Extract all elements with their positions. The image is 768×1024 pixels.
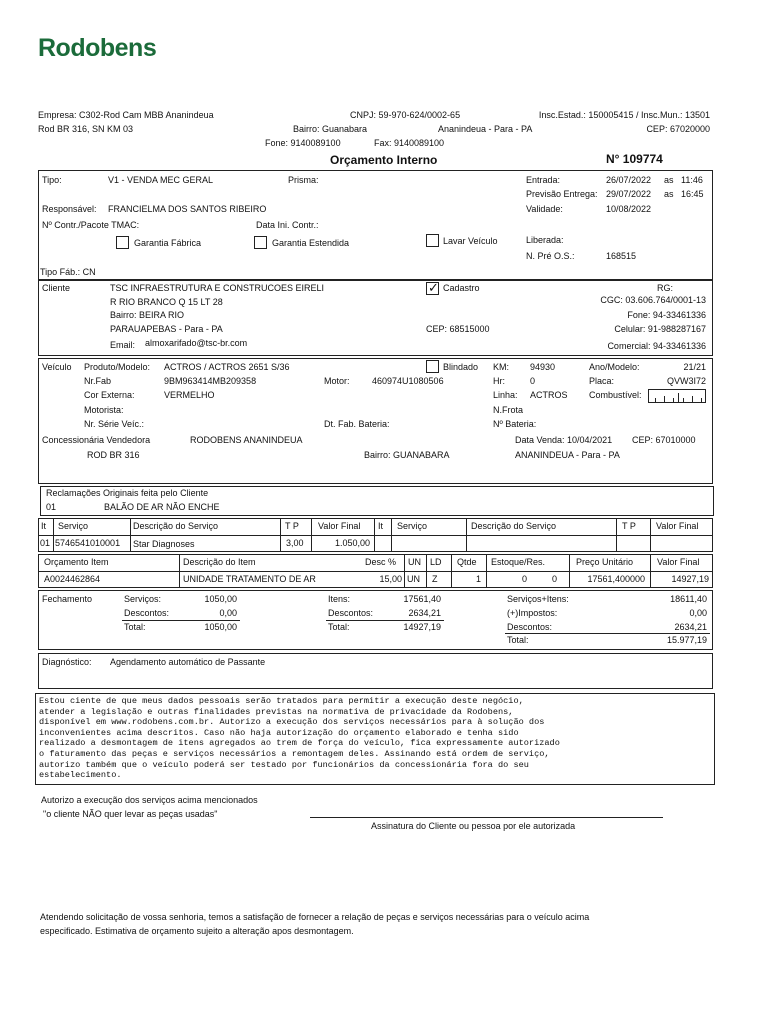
- servicos-header-it: It: [41, 521, 47, 531]
- cliente-celular: Celular: 91-988287167: [614, 324, 706, 334]
- cep-empresa: CEP: 67020000: [646, 124, 710, 134]
- cliente-bairro: Bairro: BEIRA RIO: [110, 310, 185, 320]
- cliente-cep: CEP: 68515000: [426, 324, 490, 334]
- servicos-header-tp: T P: [285, 521, 299, 531]
- cliente-comercial: Comercial: 94-33461336: [607, 341, 706, 351]
- fech-s-descontos-value: 0,00: [219, 608, 237, 618]
- signature-label: Assinatura do Cliente ou pessoa por ele autorizada: [371, 821, 576, 831]
- tipo-label: Tipo:: [42, 175, 62, 185]
- rodobens-logo: Rodobens: [38, 34, 157, 62]
- motorista-label: Motorista:: [84, 405, 124, 415]
- cor-label: Cor Externa:: [84, 390, 135, 400]
- km-label: KM:: [493, 362, 510, 372]
- termos-line: inconvenientes acima descritos. Caso não haja autorização do orçamento elaborado e tenha sido: [39, 727, 519, 738]
- hr-label: Hr:: [493, 376, 505, 386]
- veiculo-label: Veículo: [42, 362, 72, 372]
- email-label: Email:: [110, 340, 136, 350]
- item-row-valor: 14927,19: [671, 574, 709, 584]
- servico-row-it: 01: [40, 538, 51, 548]
- fax-empresa: Fax: 9140089100: [374, 138, 445, 148]
- endereco-empresa: Rod BR 316, SN KM 03: [38, 124, 134, 134]
- fech-g-total-label: Total:: [507, 635, 529, 645]
- fech-itens-label: Itens:: [328, 594, 351, 604]
- cliente-email: almoxarifado@tsc-br.com: [145, 338, 248, 348]
- npre-os-value: 168515: [606, 251, 637, 261]
- nrfab-label: Nr.Fab: [84, 376, 112, 386]
- previsao-as: as: [664, 189, 674, 199]
- fech-s-descontos-label: Descontos:: [124, 608, 170, 618]
- termos-line: disponível em www.rodobens.com.br. Autorizo a execução dos serviços necessários para à solução dos: [39, 717, 545, 728]
- contrato-label: Nº Contr./Pacote TMAC:: [42, 220, 140, 230]
- garantia-fabrica-label: Garantia Fábrica: [134, 238, 202, 248]
- produto-value: ACTROS / ACTROS 2651 S/36: [164, 362, 290, 372]
- fech-i-total-value: 14927,19: [403, 622, 441, 632]
- servicos-header-valor-2: Valor Final: [656, 521, 699, 531]
- servicos-header-valor: Valor Final: [318, 521, 361, 531]
- servico-row-tp: 3,00: [286, 538, 304, 548]
- previsao-date: 29/07/2022: [606, 189, 652, 199]
- rodape-line-1: Atendendo solicitação de vossa senhoria, temos a satisfação de fornecer a relação de peças e serviços necessárias para o veículo acima: [40, 912, 590, 922]
- servicos-header-tp-2: T P: [622, 521, 636, 531]
- termos-line: Estou ciente de que meus dados pessoais serão tratados para permitir a execução deste negócio,: [39, 696, 524, 706]
- fuel-gauge: [648, 389, 706, 403]
- prisma-label: Prisma:: [288, 175, 319, 185]
- data-venda: Data Venda: 10/04/2021: [515, 435, 613, 445]
- npre-os-label: N. Pré O.S.:: [526, 251, 575, 261]
- fech-si-value: 18611,40: [670, 594, 707, 604]
- cliente-endereco: R RIO BRANCO Q 15 LT 28: [110, 297, 223, 307]
- item-row-res: 0: [551, 574, 557, 584]
- reclamacao-num: 01: [46, 502, 57, 512]
- data-ini-contrato-label: Data Ini. Contr.:: [256, 220, 319, 230]
- previsao-label: Previsão Entrega:: [526, 189, 598, 199]
- servico-row-descricao: Star Diagnoses: [133, 539, 195, 549]
- reclamacao-text: BALÃO DE AR NÃO ENCHE: [104, 502, 220, 512]
- termos-line: autorizo também que o veículo poderá ser testado por funcionários da concessionária fora do seu: [39, 759, 529, 770]
- garantia-fabrica-checkbox[interactable]: [116, 236, 129, 249]
- signature-line: [310, 817, 663, 818]
- combustivel-label: Combustível:: [589, 390, 642, 400]
- fech-s-total-value: 1050,00: [204, 622, 237, 632]
- garantia-estendida-label: Garantia Estendida: [272, 238, 350, 248]
- blindado-checkbox[interactable]: [426, 360, 439, 373]
- hr-value: 0: [530, 376, 536, 386]
- motor-label: Motor:: [324, 376, 350, 386]
- fone-empresa: Fone: 9140089100: [265, 138, 341, 148]
- diagnostico-label: Diagnóstico:: [42, 657, 92, 667]
- concessionaria-cidade: ANANINDEUA - Para - PA: [515, 450, 620, 460]
- fech-s-total-label: Total:: [124, 622, 146, 632]
- termos-line: realizado a desmontagem de itens agregados ao trem de força do veículo, fica expressamente autorizado: [39, 738, 560, 749]
- itens-header-desc: Desc %: [365, 557, 397, 567]
- item-row-ld: Z: [432, 574, 438, 584]
- nserie-label: Nr. Série Veíc.:: [84, 419, 145, 429]
- placa-label: Placa:: [589, 376, 615, 386]
- linha-value: ACTROS: [530, 390, 568, 400]
- nbateria-label: Nº Bateria:: [493, 419, 537, 429]
- servico-row-codigo: 5746541010001: [55, 538, 121, 548]
- fech-i-total-label: Total:: [328, 622, 350, 632]
- item-row-qtde: 1: [475, 574, 481, 584]
- cor-value: VERMELHO: [164, 390, 215, 400]
- diagnostico-text: Agendamento automático de Passante: [110, 657, 266, 667]
- entrada-label: Entrada:: [526, 175, 561, 185]
- cliente-fone: Fone: 94-33461336: [627, 310, 706, 320]
- fechamento-label: Fechamento: [42, 594, 93, 604]
- itens-header-ld: LD: [430, 557, 442, 567]
- fech-i-descontos-label: Descontos:: [328, 608, 374, 618]
- entrada-as: as: [664, 175, 674, 185]
- nfrota-label: N.Frota: [493, 405, 524, 415]
- blindado-label: Blindado: [443, 362, 479, 372]
- termos-line: estabelecimento.: [39, 770, 122, 781]
- item-row-estoque: 0: [521, 574, 527, 584]
- itens-header-un: UN: [408, 557, 421, 567]
- fech-servicos-label: Serviços:: [124, 594, 162, 604]
- itens-header-preco: Preço Unitário: [576, 557, 634, 567]
- itens-header-estoque: Estoque/Res.: [491, 557, 546, 567]
- bairro-empresa: Bairro: Guanabara: [293, 124, 368, 134]
- item-row-un: UN: [407, 574, 420, 584]
- concessionaria-bairro: Bairro: GUANABARA: [364, 450, 450, 460]
- lavar-veiculo-checkbox[interactable]: [426, 234, 439, 247]
- cliente-nome: TSC INFRAESTRUTURA E CONSTRUCOES EIRELI: [110, 283, 325, 293]
- rodape-line-2: especificado. Estimativa de orçamento sujeito a alteração apos desmontagem.: [40, 926, 354, 936]
- previsao-time: 16:45: [681, 189, 704, 199]
- entrada-date: 26/07/2022: [606, 175, 652, 185]
- servicos-header-it-2: It: [378, 521, 384, 531]
- itens-header-orcamento: Orçamento Item: [44, 557, 109, 567]
- inscricao: Insc.Estad.: 150005415 / Insc.Mun.: 13501: [538, 110, 710, 120]
- autorizo-text: Autorizo a execução dos serviços acima mencionados: [41, 795, 258, 805]
- responsavel-value: FRANCIELMA DOS SANTOS RIBEIRO: [108, 204, 267, 214]
- info-section: [38, 170, 713, 280]
- cadastro-label: Cadastro: [443, 283, 480, 293]
- tipo-fab: Tipo Fáb.: CN: [40, 267, 96, 277]
- item-row-descricao: UNIDADE TRATAMENTO DE AR: [183, 574, 316, 584]
- liberada-label: Liberada:: [526, 235, 564, 245]
- item-row-preco: 17561,400000: [587, 574, 645, 584]
- fech-g-descontos-value: 2634,21: [674, 622, 707, 632]
- itens-header-qtde: Qtde: [457, 557, 477, 567]
- ano-label: Ano/Modelo:: [589, 362, 640, 372]
- check-icon: ✓: [428, 280, 439, 295]
- entrada-time: 11:46: [681, 175, 703, 185]
- validade-value: 10/08/2022: [606, 204, 652, 214]
- item-row-desc: 15,00: [379, 574, 402, 584]
- itens-header-descricao: Descrição do Item: [183, 557, 256, 567]
- cliente-cidade: PARAUAPEBAS - Para - PA: [110, 324, 223, 334]
- lavar-veiculo-label: Lavar Veículo: [443, 236, 498, 246]
- linha-label: Linha:: [493, 390, 518, 400]
- concessionaria-nome: RODOBENS ANANINDEUA: [190, 435, 303, 445]
- fech-itens-value: 17561,40: [403, 594, 441, 604]
- validade-label: Validade:: [526, 204, 563, 214]
- concessionaria-label: Concessionária Vendedora: [42, 435, 151, 445]
- servicos-header-descricao: Descrição do Serviço: [133, 521, 219, 531]
- termos-line: atender a legislação e outras finalidades previstas na normativa de privacidade da Rodobens,: [39, 706, 514, 717]
- servicos-header-descricao-2: Descrição do Serviço: [471, 521, 557, 531]
- cnpj: CNPJ: 59-970-624/0002-65: [350, 110, 461, 120]
- pecas-usadas-text: "o cliente NÃO quer levar as peças usadas": [43, 809, 218, 819]
- empresa: Empresa: C302-Rod Cam MBB Ananindeua: [38, 110, 214, 120]
- rg-label: RG:: [657, 283, 674, 293]
- km-value: 94930: [530, 362, 556, 372]
- document-title: Orçamento Interno: [330, 153, 438, 167]
- cidade-empresa: Ananindeua - Para - PA: [438, 124, 533, 134]
- fech-impostos-value: 0,00: [689, 608, 707, 618]
- placa-value: QVW3I72: [666, 376, 706, 386]
- termos-line: o faturamento das peças e serviços necessários a remontagem deles. Assinando está ordem de serviço,: [39, 749, 550, 759]
- cliente-cgc: CGC: 03.606.764/0001-13: [600, 295, 706, 305]
- cadastro-checkbox[interactable]: [426, 282, 439, 295]
- responsavel-label: Responsável:: [42, 204, 97, 214]
- dtbateria-label: Dt. Fab. Bateria:: [324, 419, 390, 429]
- document-number: N° 109774: [606, 152, 663, 166]
- fech-g-descontos-label: Descontos:: [507, 622, 553, 632]
- fech-impostos-label: (+)Impostos:: [507, 608, 558, 618]
- item-row-orcamento: A0024462864: [44, 574, 101, 584]
- motor-value: 460974U1080506: [372, 376, 444, 386]
- garantia-estendida-checkbox[interactable]: [254, 236, 267, 249]
- fech-si-label: Serviços+Itens:: [507, 594, 569, 604]
- cliente-label: Cliente: [42, 283, 71, 293]
- fech-servicos-value: 1050,00: [204, 594, 237, 604]
- tipo-value: V1 - VENDA MEC GERAL: [108, 175, 214, 185]
- servico-row-valor: 1.050,00: [334, 538, 370, 548]
- itens-header-valor: Valor Final: [657, 557, 700, 567]
- fech-i-descontos-value: 2634,21: [408, 608, 441, 618]
- servicos-header-servico: Serviço: [58, 521, 89, 531]
- servicos-header-servico-2: Serviço: [397, 521, 428, 531]
- fech-g-total-value: 15.977,19: [666, 635, 707, 645]
- ano-value: 21/21: [683, 362, 706, 372]
- produto-label: Produto/Modelo:: [84, 362, 151, 372]
- concessionaria-endereco: ROD BR 316: [87, 450, 140, 460]
- concessionaria-cep: CEP: 67010000: [632, 435, 696, 445]
- reclamacoes-title: Reclamações Originais feita pelo Cliente: [46, 488, 209, 498]
- nrfab-value: 9BM963414MB209358: [164, 376, 257, 386]
